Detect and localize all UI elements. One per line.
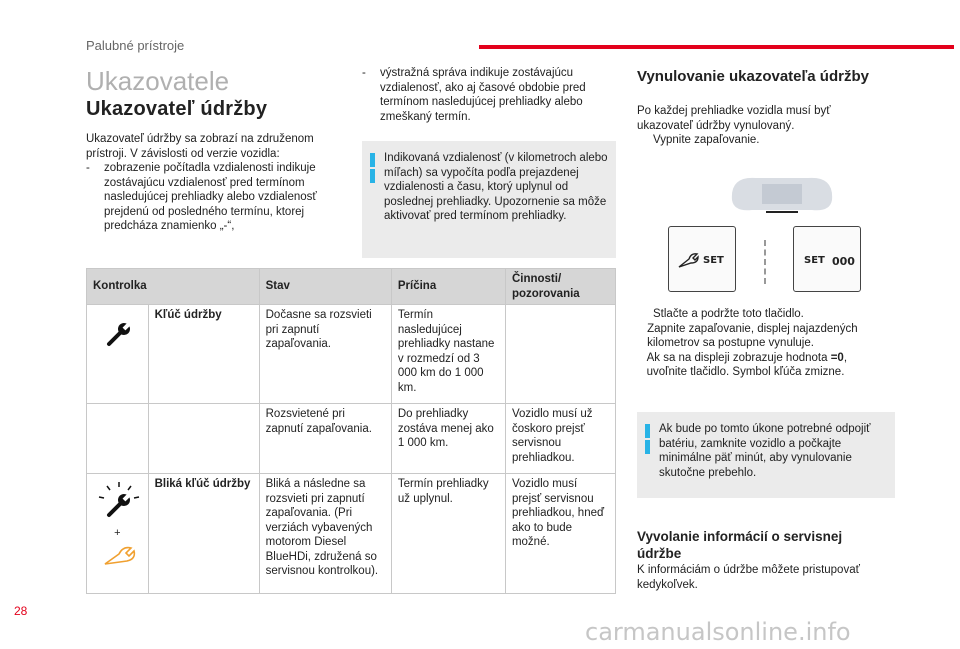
bullet-dash: - [362, 67, 366, 79]
section-heading: Ukazovateľ údržby [86, 98, 268, 120]
page-title: Ukazovatele [86, 66, 230, 96]
section-label: Palubné prístroje [86, 38, 185, 53]
plus-sign: + [114, 526, 121, 539]
page-number: 28 [14, 604, 28, 618]
set-label: SET [804, 255, 825, 266]
table-cell [87, 305, 149, 404]
table-header: Činnosti/ pozorovania [505, 269, 615, 305]
table-cell: Rozsvietené pri zapnutí zapaľovania. [259, 404, 391, 474]
info-icon [645, 424, 650, 438]
bullet-dash: - [86, 162, 90, 174]
table-header: Príčina [391, 269, 505, 305]
step-arrow-icon [637, 322, 647, 351]
step-arrow-icon [637, 307, 653, 322]
table-cell: Vozidlo musí prejsť servisnou prehliadkou, hneď ako to bude možné. [505, 474, 615, 594]
table-cell [87, 404, 149, 474]
flashing-wrench-icon [97, 481, 141, 521]
intro-text-block [86, 132, 344, 234]
table-header-row [87, 269, 616, 305]
service-info-text: K informáciám o údržbe môžete pristupovať kedykoľvek. [637, 564, 860, 591]
odometer-value: 000 [832, 255, 855, 268]
reset-paragraph: Po každej prehliadke vozidla musí byť ukazovateľ údržby vynulovaný. [637, 105, 831, 132]
outline-wrench-icon [101, 542, 137, 568]
step-text: , uvoľnite tlačidlo. Symbol kľúča zmizne. [646, 351, 848, 378]
reset-steps [637, 307, 887, 380]
info-text: Indikovaná vzdialenosť (v kilometroch alebo míľach) sa vypočíta podľa prejazdenej vzdialenosti a času, ktorý uplynul od poslednej prehliadky. Upozornenie sa môže aktivovať pred termínom prehliadky. [384, 152, 608, 222]
table-cell: Kľúč údržby [148, 305, 259, 404]
maintenance-table [86, 268, 616, 594]
step-text: Stlačte a podržte toto tlačidlo. [653, 308, 804, 320]
table-cell: Termín nasledujúcej prehliadky nastane v rozmedzí od 3 000 km do 1 000 km. [391, 305, 505, 404]
step-text: Vypnite zapaľovanie. [653, 134, 760, 146]
table-row [87, 305, 616, 404]
watermark: carmanualsonline.info [585, 618, 851, 646]
table-cell: Bliká a následne sa rozsvieti pri zapnutí zapaľovania. (Pri verziách vybavených motorom Diesel BlueHDi, združená so servisnou kontrolkou). [259, 474, 391, 594]
bullet-item [86, 161, 344, 234]
info-box [637, 412, 895, 498]
bullet-item [362, 66, 602, 124]
table-cell: Dočasne sa rozsvieti pri zapnutí zapaľovania. [259, 305, 391, 404]
table-cell: Bliká kľúč údržby [148, 474, 259, 594]
table-cell: Do prehliadky zostáva menej ako 1 000 km. [391, 404, 505, 474]
table-cell: Termín prehliadky už uplynul. [391, 474, 505, 594]
step-text: Zapnite zapaľovanie, displej najazdených kilometrov sa postupne vynuluje. [647, 322, 858, 349]
info-text: Ak bude po tomto úkone potrebné odpojiť batériu, zamknite vozidlo a počkajte minimálne päť minút, aby vynulovanie skutočne prebehlo. [659, 423, 871, 479]
step-arrow-icon [637, 351, 647, 380]
table-row [87, 474, 616, 594]
table-cell [505, 305, 615, 404]
reset-intro [637, 104, 887, 148]
wrench-icon [677, 251, 699, 269]
info-icon-bar [370, 169, 375, 183]
table-cell [148, 404, 259, 474]
instrument-cluster-icon [726, 170, 838, 218]
info-icon [370, 153, 375, 167]
set-button-panel[interactable] [668, 226, 736, 292]
table-header: Stav [259, 269, 391, 305]
reset-heading: Vynulovanie ukazovateľa údržby [637, 68, 869, 85]
header-accent-bar [479, 45, 954, 49]
table-cell [87, 474, 149, 594]
step-text: Ak sa na displeji zobrazuje hodnota [646, 351, 831, 364]
table-cell: Vozidlo musí už čoskoro prejsť servisnou prehliadkou. [505, 404, 615, 474]
info-box [362, 141, 616, 258]
bullet-text: výstražná správa indikuje zostávajúcu vzdialenosť, ako aj časové obdobie pred termínom nasledujúcej prehliadky alebo zmeškaný termín. [380, 67, 586, 123]
bullet-text: zobrazenie počítadla vzdialenosti indikuje zostávajúcu vzdialenosť pred termínom nasledujúcej prehliadky alebo vzdialenosť prejdenú od posledného termínu, ktorej predcháza znamienko „-“, [104, 162, 317, 232]
zero-value: =0 [830, 351, 844, 364]
info-icon-bar [645, 440, 650, 454]
wrench-icon [103, 318, 135, 350]
set-display-panel[interactable] [793, 226, 861, 292]
table-header: Kontrolka [87, 269, 260, 305]
set-button-label: SET [703, 255, 724, 266]
divider [764, 240, 766, 284]
service-info-heading: Vyvolanie informácií o servisnej údržbe [637, 529, 843, 561]
table-row [87, 404, 616, 474]
intro-paragraph: Ukazovateľ údržby sa zobrazí na združenom prístroji. V závislosti od verzie vozidla: [86, 133, 314, 160]
